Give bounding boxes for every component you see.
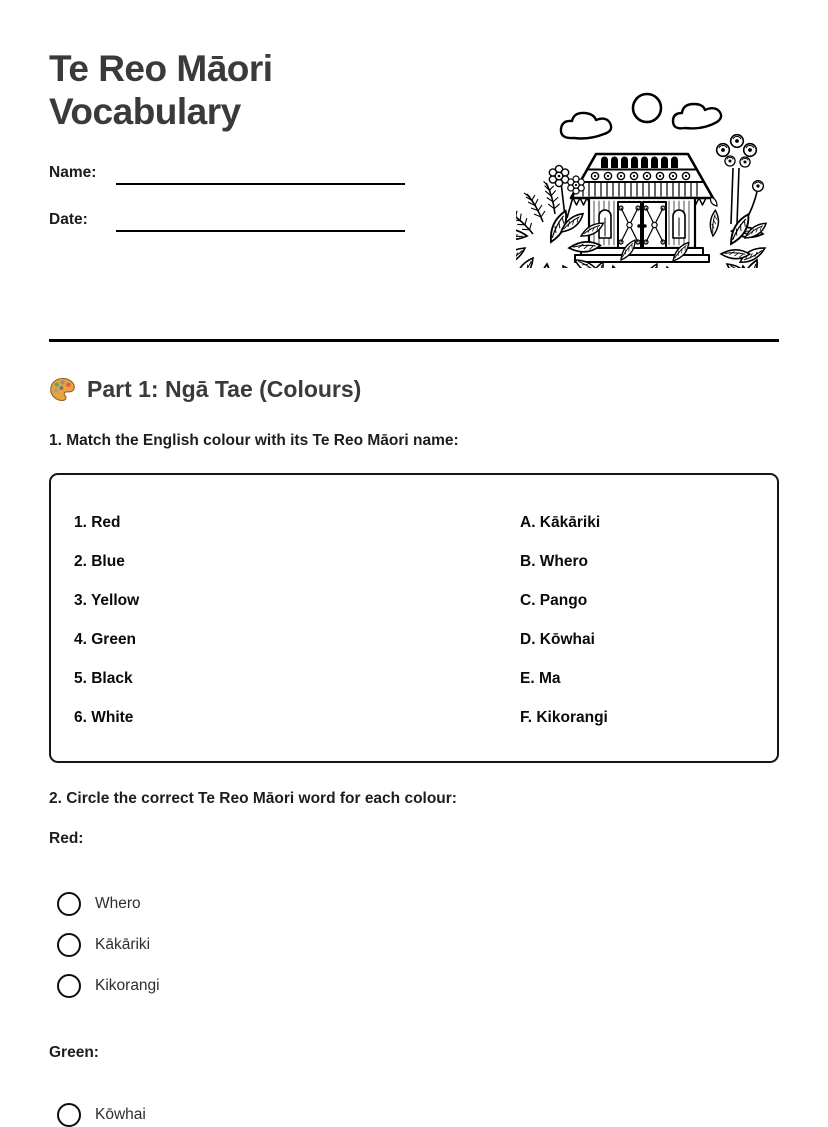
match-item-maori: B. Whero	[520, 552, 589, 570]
page-title-line1: Te Reo Māori	[49, 48, 273, 89]
match-item-english: 1. Red	[74, 513, 121, 531]
radio-button-icon[interactable]	[57, 892, 81, 916]
section1-heading-text: Part 1: Ngā Tae (Colours)	[87, 376, 362, 402]
question-1: 1. Match the English colour with its Te Reo Māori name:	[49, 432, 459, 449]
match-item-english: 5. Black	[74, 669, 133, 687]
palette-icon	[49, 376, 76, 403]
colour-group-label-red: Red:	[49, 830, 84, 847]
radio-button-icon[interactable]	[57, 1103, 81, 1127]
radio-option[interactable]	[49, 892, 779, 916]
radio-button-icon[interactable]	[57, 933, 81, 957]
match-item-english: 4. Green	[74, 630, 137, 648]
match-item-english: 3. Yellow	[74, 591, 140, 609]
match-row	[74, 581, 777, 620]
section1-heading	[49, 374, 779, 404]
match-item-maori: D. Kōwhai	[520, 630, 595, 648]
date-label: Date:	[49, 211, 88, 228]
colour-group-label-green: Green:	[49, 1044, 99, 1061]
radio-option[interactable]	[49, 933, 779, 957]
radio-option-label: Whero	[95, 895, 141, 912]
match-row	[74, 503, 777, 542]
match-row	[74, 659, 777, 698]
radio-option-label: Kōwhai	[95, 1106, 146, 1123]
match-row	[74, 620, 777, 659]
match-item-maori: C. Pango	[520, 591, 588, 609]
radio-group-red	[49, 892, 779, 998]
question-2: 2. Circle the correct Te Reo Māori word for each colour:	[49, 790, 457, 807]
page-title-line2: Vocabulary	[49, 91, 241, 132]
radio-option-label: Kākāriki	[95, 936, 151, 953]
match-item-maori: E. Ma	[520, 669, 561, 687]
radio-option[interactable]	[49, 974, 779, 998]
matching-box	[49, 473, 779, 763]
section-divider	[49, 339, 779, 342]
radio-group-green	[49, 1103, 779, 1127]
radio-option-label: Kikorangi	[95, 977, 160, 994]
match-item-maori: F. Kikorangi	[520, 708, 608, 726]
match-row	[74, 698, 777, 737]
match-item-maori: A. Kākāriki	[520, 513, 601, 531]
radio-button-icon[interactable]	[57, 974, 81, 998]
match-item-english: 2. Blue	[74, 552, 125, 570]
match-row	[74, 542, 777, 581]
wharenui-illustration	[516, 86, 770, 268]
name-label: Name:	[49, 164, 97, 181]
date-input-line[interactable]	[116, 206, 405, 232]
radio-option[interactable]	[49, 1103, 779, 1127]
name-input-line[interactable]	[116, 159, 405, 185]
match-item-english: 6. White	[74, 708, 134, 726]
